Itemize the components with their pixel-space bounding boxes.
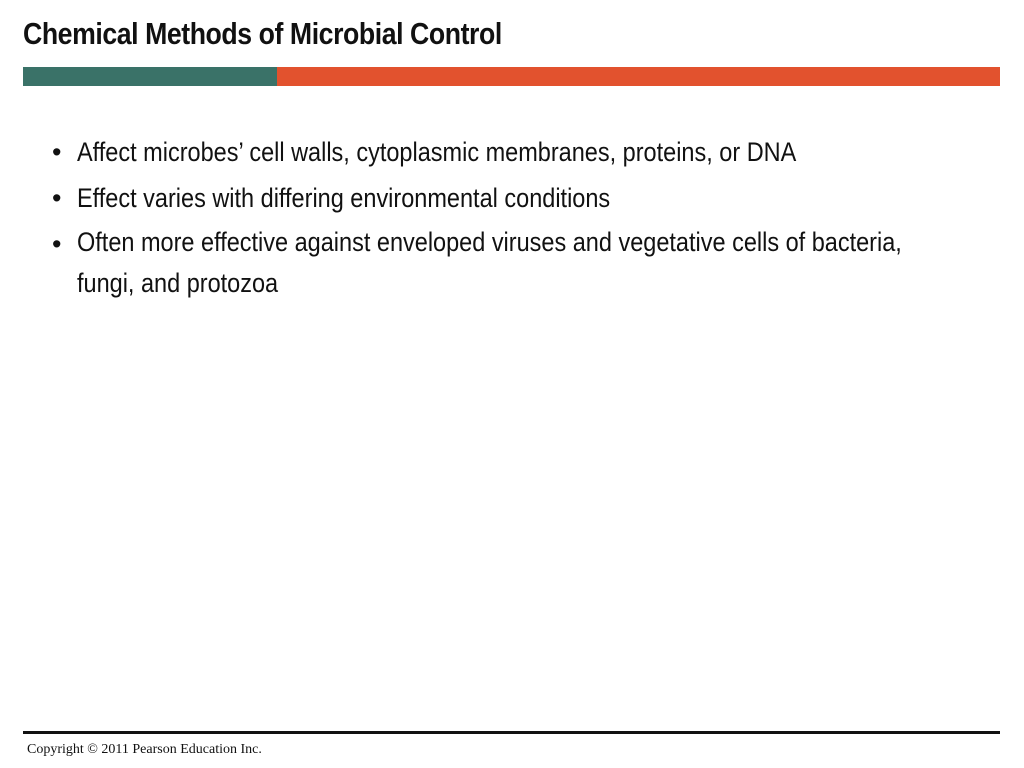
copyright-notice: Copyright © 2011 Pearson Education Inc. (27, 742, 262, 757)
bullet-marker: • (52, 183, 62, 213)
bullet-text: Often more effective against enveloped viruses and vegetative cells of bacteria, fungi, and protozoa (77, 227, 902, 298)
bullet-text: Effect varies with differing environmental conditions (77, 183, 611, 213)
footer-divider (23, 731, 1000, 734)
accent-bar-teal-segment (23, 67, 277, 86)
bullet-list (52, 130, 1002, 306)
bullet-item (52, 222, 1002, 304)
accent-bar-orange-segment (277, 67, 1000, 86)
bullet-text: Affect microbes’ cell walls, cytoplasmic membranes, proteins, or DNA (77, 137, 797, 167)
title-accent-bar (23, 67, 1000, 86)
bullet-item (52, 130, 1002, 174)
bullet-item (52, 176, 1002, 220)
slide-title: Chemical Methods of Microbial Control (23, 16, 502, 51)
bullet-marker: • (52, 229, 62, 259)
bullet-marker: • (52, 137, 62, 167)
